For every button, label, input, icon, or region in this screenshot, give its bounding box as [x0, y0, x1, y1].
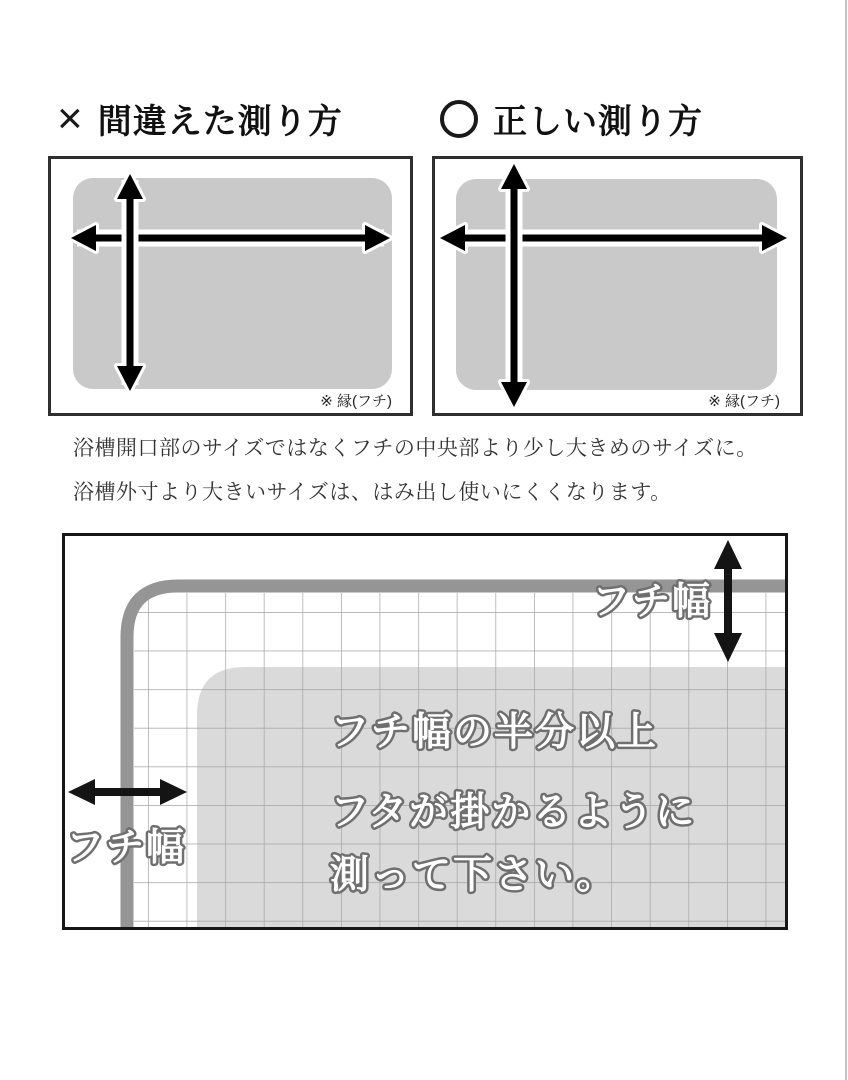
note-line-2: 浴槽外寸より大きいサイズは、はみ出し使いにくくなります。 — [73, 481, 672, 504]
correct-method-title: 正しい測り方 — [493, 103, 703, 141]
correct-method-panel — [432, 156, 803, 416]
correct-method-header — [440, 94, 703, 143]
correct-method-diagram — [435, 159, 800, 413]
page-edge-divider — [845, 0, 847, 1080]
circle-mark-icon — [440, 100, 478, 138]
bathtub-shape — [456, 179, 777, 390]
wrong-method-diagram — [51, 159, 410, 413]
wrong-method-header — [57, 94, 343, 143]
wrong-method-panel — [48, 156, 413, 416]
rim-width-label-left: フチ幅 — [65, 827, 187, 869]
instruction-line-1: フチ幅の半分以上 — [330, 711, 659, 754]
note-line-1: 浴槽開口部のサイズではなくフチの中央部より少し大きめのサイズに。 — [73, 437, 758, 460]
rim-note-caption: ※ 縁(フチ) — [320, 393, 392, 410]
rim-width-diagram — [62, 533, 788, 930]
instruction-line-2: フタが掛かるように — [330, 791, 697, 834]
instruction-line-3: 測って下さい。 — [330, 854, 618, 897]
x-mark-icon: × — [57, 93, 83, 143]
wrong-method-title: 間違えた測り方 — [97, 103, 343, 141]
rim-note-caption: ※ 縁(フチ) — [708, 393, 780, 410]
rim-width-illustration — [65, 536, 785, 927]
bathtub-shape — [73, 178, 392, 389]
rim-width-label-top: フチ幅 — [591, 581, 713, 623]
